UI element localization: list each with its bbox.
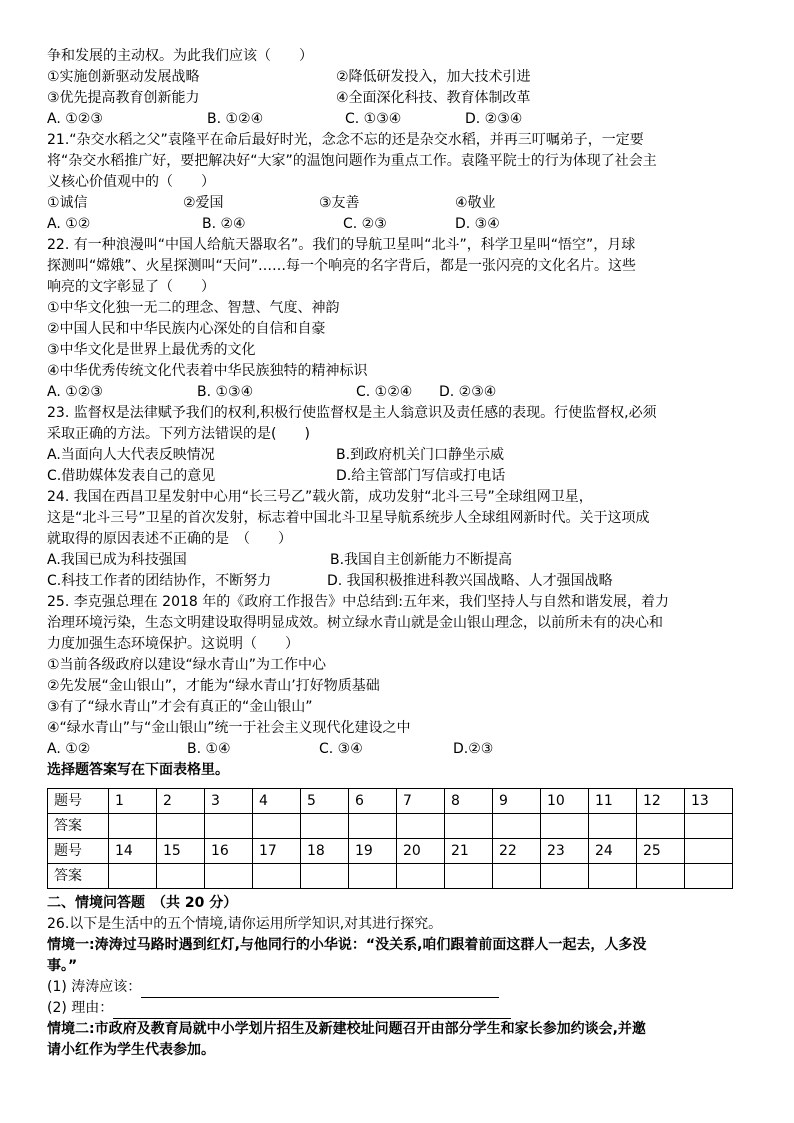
number-cell: 22 bbox=[493, 839, 541, 864]
number-cell: 3 bbox=[205, 789, 253, 814]
answer-cell[interactable] bbox=[349, 864, 397, 889]
q23-options-row2 bbox=[47, 466, 752, 487]
q21-choice-b: B. ②④ bbox=[202, 216, 246, 232]
answer-cell[interactable] bbox=[445, 864, 493, 889]
answer-cell[interactable] bbox=[157, 864, 205, 889]
answer-table bbox=[47, 788, 733, 889]
number-cell: 19 bbox=[349, 839, 397, 864]
q25-choice-a: A. ①② bbox=[47, 741, 91, 757]
table-row bbox=[48, 814, 733, 839]
q24-option-d: D. 我国积极推进科教兴国战略、人才强国战略 bbox=[327, 573, 613, 589]
q22-line-3: 响亮的文字彰显了（ ） bbox=[47, 279, 215, 295]
q25-choices bbox=[47, 739, 752, 760]
q23-option-a: A.当面向人大代表反映情况 bbox=[47, 447, 215, 463]
answer-cell[interactable] bbox=[301, 814, 349, 839]
q24-option-c: C.科技工作者的团结协作，不断努力 bbox=[47, 573, 272, 589]
answer-cell[interactable] bbox=[109, 814, 157, 839]
q25-line-3: 力度加强生态环境保护。这说明（ ） bbox=[47, 636, 299, 652]
row-label-number: 题号 bbox=[48, 789, 109, 814]
q25-item-1: ①当前各级政府以建设“绿水青山”为工作中心 bbox=[47, 657, 327, 673]
q22-item-2: ②中国人民和中华民族内心深处的自信和自豪 bbox=[47, 321, 326, 337]
q21-line-2: 将“杂交水稻推广好，要把解决好“大家”的温饱问题作为重点工作。袁隆平院士的行为体现了社会主 bbox=[47, 153, 657, 169]
answer-cell[interactable] bbox=[493, 864, 541, 889]
answer-cell[interactable] bbox=[205, 814, 253, 839]
q24-options-row2 bbox=[47, 571, 752, 592]
q24-line-1: 24. 我国在西昌卫星发射中心用“长三号乙”载火箭，成功发射“北斗三号”全球组网卫星， bbox=[47, 489, 593, 505]
q21-line-1: 21.“杂交水稻之父”袁隆平在命后最好时光，念念不忘的还是杂交水稻，并再三叮嘱弟子，一定要 bbox=[47, 132, 644, 148]
q22-line-2: 探测叫“嫦娥”、火星探测叫“天问”……每一个响亮的名字背后，都是一张闪亮的文化名片。这些 bbox=[47, 258, 637, 274]
number-cell: 14 bbox=[109, 839, 157, 864]
q21-choice-a: A. ①② bbox=[47, 216, 91, 232]
number-cell: 11 bbox=[589, 789, 637, 814]
answer-cell[interactable] bbox=[637, 814, 685, 839]
answer-cell[interactable] bbox=[637, 864, 685, 889]
q22-choices bbox=[47, 382, 752, 403]
q24-option-a: A.我国已成为科技强国 bbox=[47, 552, 187, 568]
answer-cell[interactable] bbox=[349, 814, 397, 839]
q21-option-1: ①诚信 bbox=[47, 195, 88, 211]
q25-choice-b: B. ①④ bbox=[187, 741, 231, 757]
number-cell: 23 bbox=[541, 839, 589, 864]
number-cell: 5 bbox=[301, 789, 349, 814]
answer-table-note: 选择题答案写在下面表格里。 bbox=[47, 762, 229, 778]
q26-1-row bbox=[47, 977, 752, 998]
q26-2-label: (2) 理由： bbox=[47, 1000, 114, 1016]
q22-choice-a: A. ①②③ bbox=[47, 384, 103, 400]
number-cell: 18 bbox=[301, 839, 349, 864]
q22-item-1: ①中华文化独一无二的理念、智慧、气度、神韵 bbox=[47, 300, 340, 316]
answer-cell[interactable] bbox=[493, 814, 541, 839]
q26-1-label: (1) 涛涛应该： bbox=[47, 979, 142, 995]
number-cell: 21 bbox=[445, 839, 493, 864]
exam-page bbox=[47, 46, 752, 1061]
q21-option-2: ②爱国 bbox=[183, 195, 224, 211]
q22-line-1: 22. 有一种浪漫叫“中国人给航天器取名”。我们的导航卫星叫“北斗”，科学卫星叫“悟空”，月球 bbox=[47, 237, 636, 253]
q23-line-1: 23. 监督权是法律赋予我们的权利,积极行使监督权是主人翁意识及责任感的表现。行使监督权,必须 bbox=[47, 405, 657, 421]
section-2-title: 二、情境问答题 （共 20 分） bbox=[47, 895, 238, 911]
number-cell: 6 bbox=[349, 789, 397, 814]
number-cell: 24 bbox=[589, 839, 637, 864]
number-cell: 25 bbox=[637, 839, 685, 864]
q23-line-2: 采取正确的方法。下列方法错误的是( ) bbox=[47, 426, 310, 442]
q23-option-d: D.给主管部门写信或打电话 bbox=[336, 468, 506, 484]
q21-options bbox=[47, 193, 752, 214]
number-cell: 2 bbox=[157, 789, 205, 814]
q26-2-row bbox=[47, 998, 752, 1019]
table-row bbox=[48, 789, 733, 814]
scenario-2-line-1: 情境二:市政府及教育局就中小学划片招生及新建校址问题召开由部分学生和家长参加约谈会,并邀 bbox=[47, 1021, 646, 1037]
table-row bbox=[48, 839, 733, 864]
q25-choice-d: D.②③ bbox=[453, 741, 494, 757]
q26-intro: 26.以下是生活中的五个情境,请你运用所学知识,对其进行探究。 bbox=[47, 916, 443, 932]
answer-cell[interactable] bbox=[541, 814, 589, 839]
answer-cell[interactable] bbox=[445, 814, 493, 839]
q25-item-4: ④“绿水青山”与“金山银山”统一于社会主义现代化建设之中 bbox=[47, 720, 411, 736]
number-cell: 1 bbox=[109, 789, 157, 814]
q26-1-answer-blank[interactable] bbox=[141, 982, 499, 998]
q26-2-answer-blank[interactable] bbox=[113, 1003, 511, 1019]
row-label-answer: 答案 bbox=[48, 814, 109, 839]
answer-cell[interactable] bbox=[397, 864, 445, 889]
q22-choice-c: C. ①②④ bbox=[356, 384, 413, 400]
q20-option-3: ③优先提高教育创新能力 bbox=[47, 90, 200, 106]
q24-option-b: B.我国自主创新能力不断提高 bbox=[330, 552, 513, 568]
number-cell: 7 bbox=[397, 789, 445, 814]
q20-option-2: ②降低研发投入，加大技术引进 bbox=[336, 69, 531, 85]
answer-cell[interactable] bbox=[397, 814, 445, 839]
q21-option-4: ④敬业 bbox=[455, 195, 496, 211]
number-cell bbox=[685, 839, 733, 864]
q20-option-4: ④全面深化科技、教育体制改革 bbox=[336, 90, 531, 106]
q24-options-row1 bbox=[47, 550, 752, 571]
q20-choice-d: D. ②③④ bbox=[465, 111, 523, 127]
number-cell: 9 bbox=[493, 789, 541, 814]
scenario-1-line-2: 事。” bbox=[47, 958, 78, 974]
q22-choice-b: B. ①③④ bbox=[197, 384, 254, 400]
q23-options-row1 bbox=[47, 445, 752, 466]
q24-line-2: 这是“北斗三号”卫星的首次发射，标志着中国北斗卫星导航系统步人全球组网新时代。关于这项成 bbox=[47, 510, 650, 526]
q21-choice-d: D. ③④ bbox=[455, 216, 500, 232]
number-cell: 16 bbox=[205, 839, 253, 864]
answer-cell[interactable] bbox=[541, 864, 589, 889]
answer-cell[interactable] bbox=[157, 814, 205, 839]
q20-choices bbox=[47, 109, 752, 130]
q23-option-c: C.借助媒体发表自己的意见 bbox=[47, 468, 216, 484]
q20-choice-b: B. ①②④ bbox=[207, 111, 264, 127]
q25-line-2: 治理环境污染，生态文明建设取得明显成效。树立绿水青山就是金山银山理念，以前所未有的决心和 bbox=[47, 615, 663, 631]
q22-item-4: ④中华优秀传统文化代表着中华民族独特的精神标识 bbox=[47, 363, 368, 379]
table-row bbox=[48, 864, 733, 889]
answer-cell[interactable] bbox=[253, 814, 301, 839]
answer-cell[interactable] bbox=[301, 864, 349, 889]
answer-cell[interactable] bbox=[589, 864, 637, 889]
answer-cell[interactable] bbox=[589, 814, 637, 839]
q25-choice-c: C. ③④ bbox=[319, 741, 363, 757]
answer-cell[interactable] bbox=[109, 864, 157, 889]
q24-line-3: 就取得的原因表述不正确的是 （ ） bbox=[47, 531, 292, 547]
answer-cell[interactable] bbox=[205, 864, 253, 889]
q21-option-3: ③友善 bbox=[319, 195, 360, 211]
q20-stem: 争和发展的主动权。为此我们应该（ ） bbox=[47, 48, 313, 64]
q21-choice-c: C. ②③ bbox=[343, 216, 387, 232]
q25-line-1: 25. 李克强总理在 2018 年的《政府工作报告》中总结到:五年来，我们坚持人与自然和谐发展，着力 bbox=[47, 594, 669, 610]
row-label-number: 题号 bbox=[48, 839, 109, 864]
q21-choices bbox=[47, 214, 752, 235]
q20-options-row1 bbox=[47, 67, 752, 88]
q20-choice-a: A. ①②③ bbox=[47, 111, 103, 127]
number-cell: 15 bbox=[157, 839, 205, 864]
number-cell: 12 bbox=[637, 789, 685, 814]
number-cell: 17 bbox=[253, 839, 301, 864]
scenario-2-line-2: 请小红作为学生代表参加。 bbox=[47, 1042, 215, 1058]
row-label-answer: 答案 bbox=[48, 864, 109, 889]
q22-choice-d: D. ②③④ bbox=[439, 384, 497, 400]
q20-options-row2 bbox=[47, 88, 752, 109]
q22-item-3: ③中华文化是世界上最优秀的文化 bbox=[47, 342, 256, 358]
q23-option-b: B.到政府机关门口静坐示威 bbox=[336, 447, 505, 463]
number-cell: 8 bbox=[445, 789, 493, 814]
number-cell: 4 bbox=[253, 789, 301, 814]
answer-cell[interactable] bbox=[253, 864, 301, 889]
q25-item-3: ③有了“绿水青山”才会有真正的“金山银山” bbox=[47, 699, 313, 715]
number-cell: 20 bbox=[397, 839, 445, 864]
number-cell: 13 bbox=[685, 789, 733, 814]
q20-option-1: ①实施创新驱动发展战略 bbox=[47, 69, 200, 85]
answer-cell[interactable] bbox=[685, 864, 733, 889]
scenario-1-line-1: 情境一:涛涛过马路时遇到红灯,与他同行的小华说：“没关系,咱们跟着前面这群人一起去，人多没 bbox=[47, 937, 647, 953]
q20-choice-c: C. ①③④ bbox=[345, 111, 402, 127]
answer-cell[interactable] bbox=[685, 814, 733, 839]
q25-item-2: ②先发展“金山银山”，才能为“绿水青山’打好物质基础 bbox=[47, 678, 380, 694]
number-cell: 10 bbox=[541, 789, 589, 814]
q21-line-3: 义核心价值观中的（ ） bbox=[47, 174, 215, 190]
